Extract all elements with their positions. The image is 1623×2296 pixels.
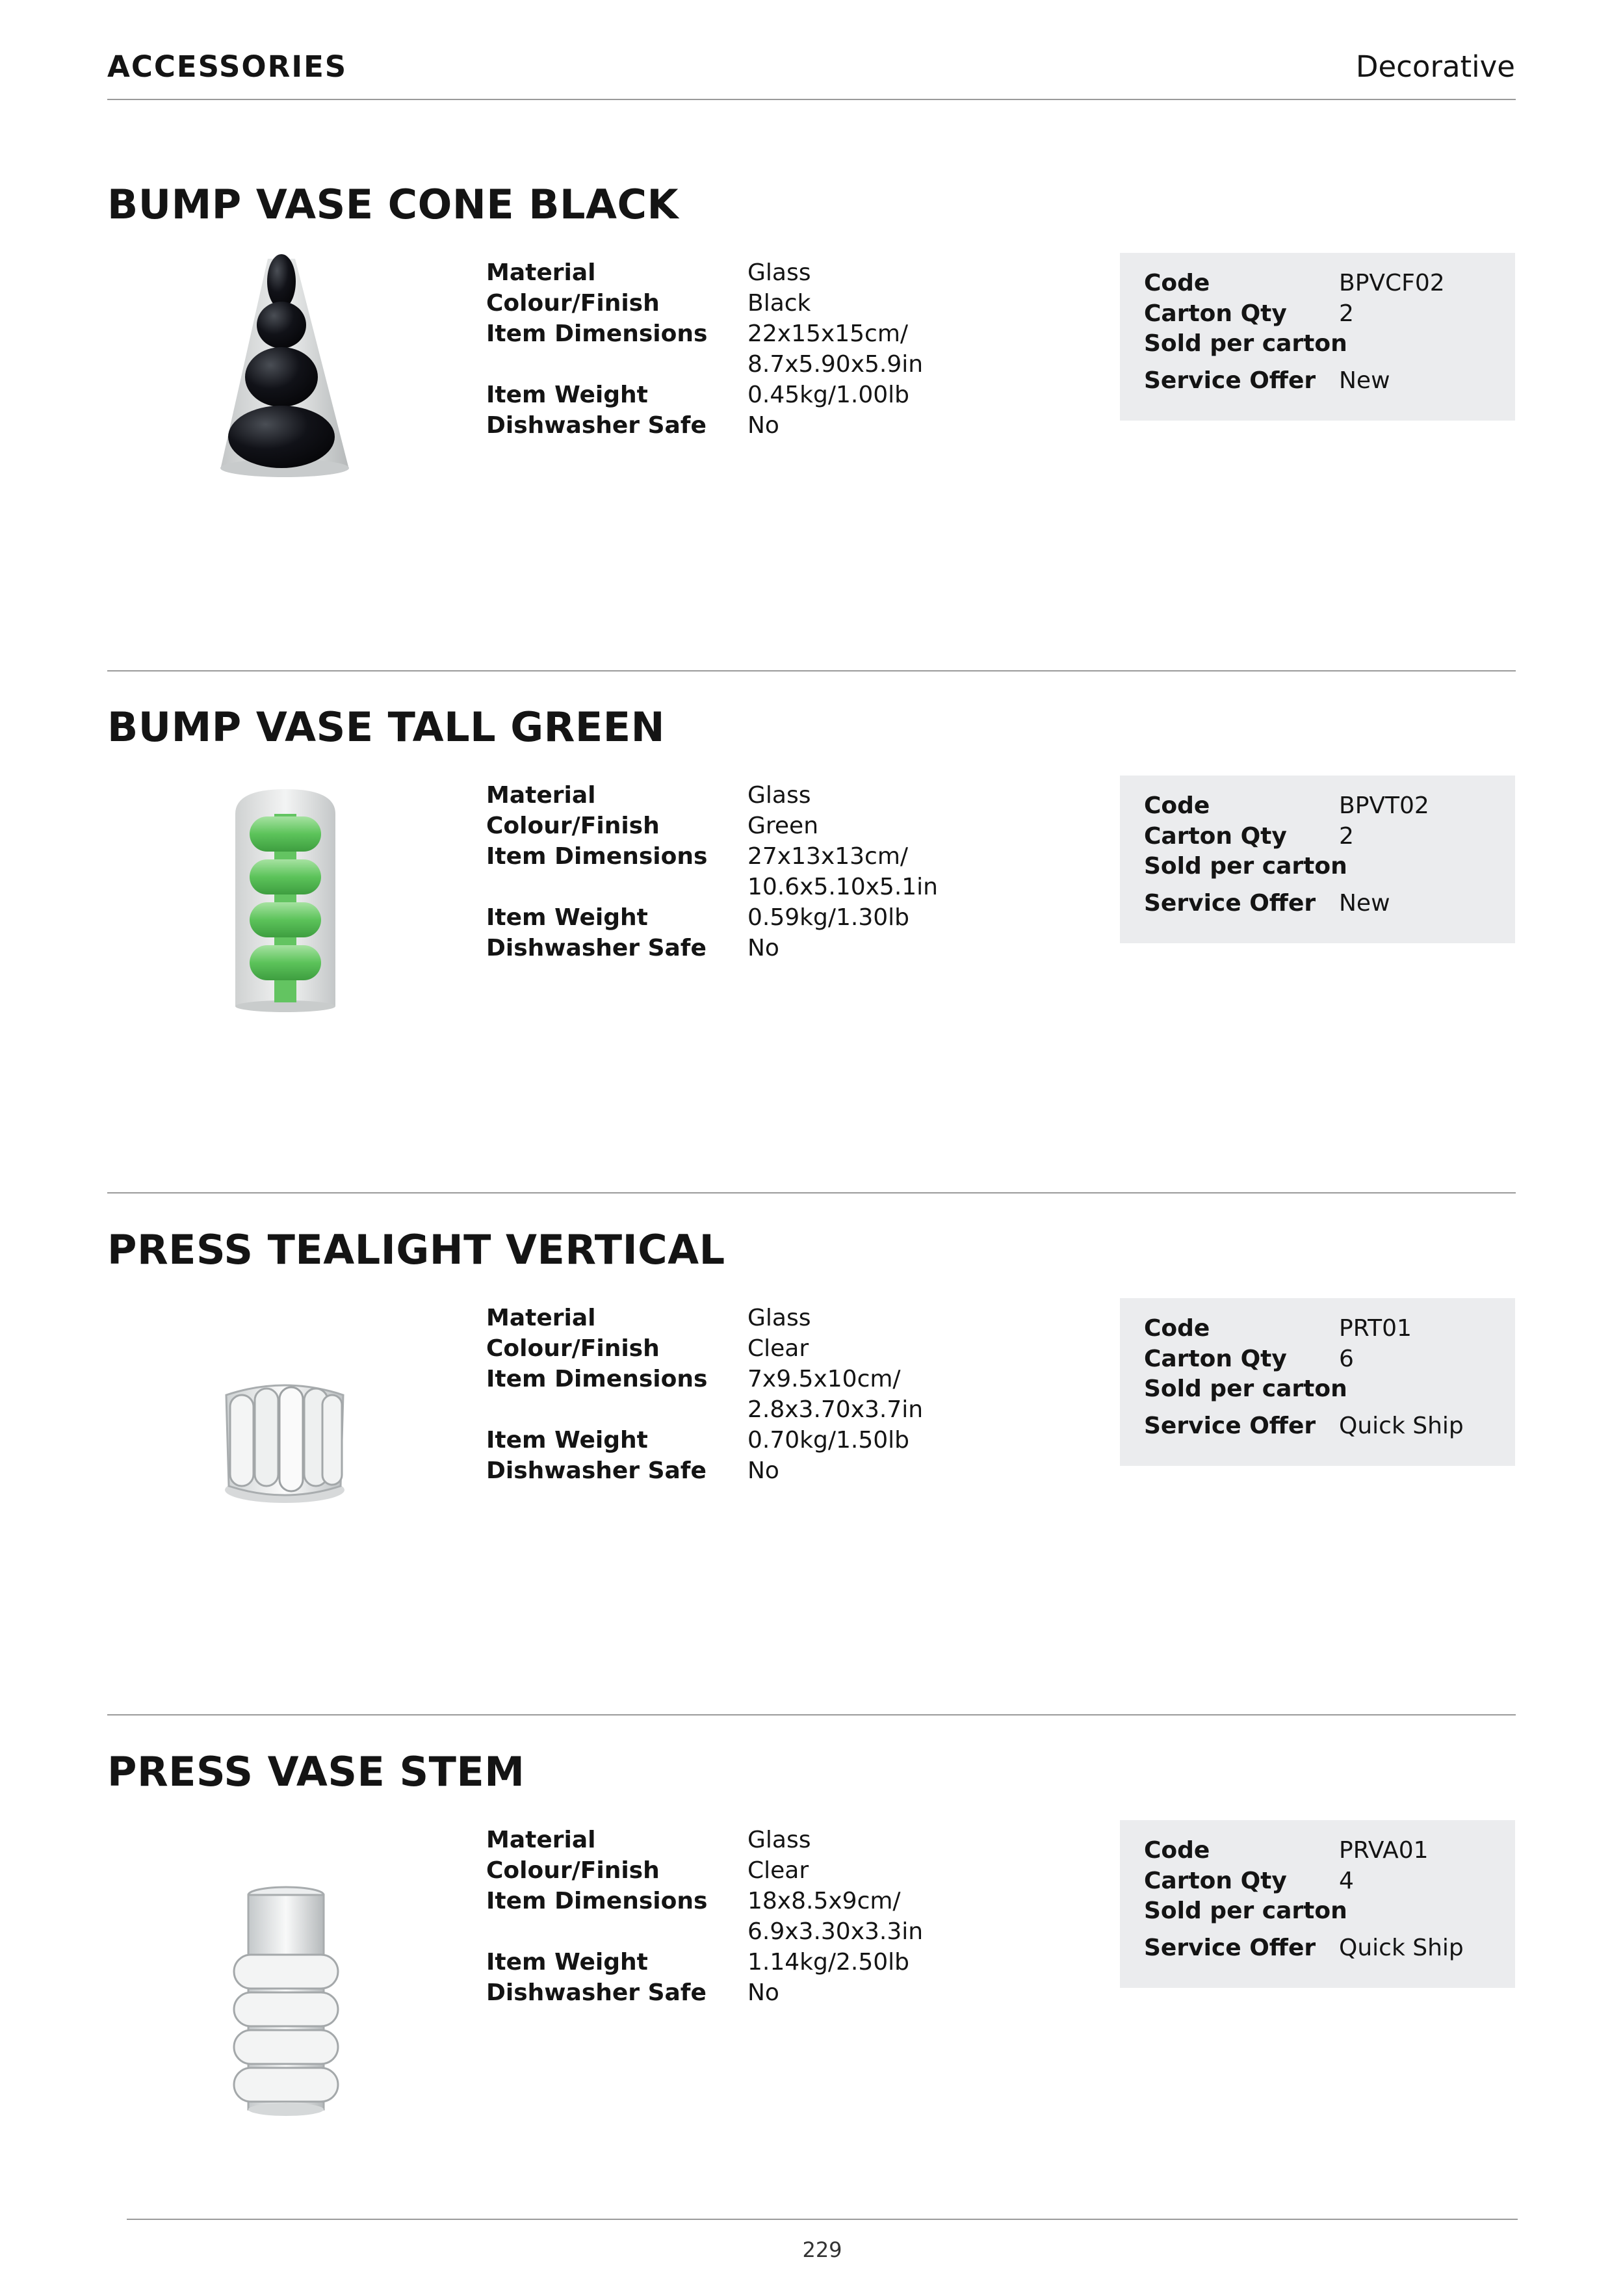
spec-list bbox=[486, 257, 923, 441]
weight-value: 0.59kg/1.30lb bbox=[747, 904, 909, 931]
material-value: Glass bbox=[747, 1827, 811, 1853]
dimensions-label: Item Dimensions bbox=[486, 1366, 708, 1392]
material-label: Material bbox=[486, 782, 596, 809]
service-offer-label: Service Offer bbox=[1144, 890, 1316, 917]
carton-qty-value: 4 bbox=[1339, 1868, 1354, 1894]
section-title: ACCESSORIES bbox=[107, 49, 348, 84]
service-offer-value: Quick Ship bbox=[1339, 1935, 1464, 1961]
sold-per-carton-label: Sold per carton bbox=[1144, 1898, 1347, 1924]
material-value: Glass bbox=[747, 259, 811, 286]
service-offer-value: New bbox=[1339, 890, 1390, 917]
dishwasher-value: No bbox=[747, 1457, 779, 1484]
material-value: Glass bbox=[747, 1305, 811, 1331]
weight-value: 0.45kg/1.00lb bbox=[747, 382, 909, 408]
dimensions-in-value: 8.7x5.90x5.9in bbox=[747, 351, 924, 378]
sold-per-carton-label: Sold per carton bbox=[1144, 853, 1347, 880]
dimensions-in-value: 10.6x5.10x5.1in bbox=[747, 874, 938, 900]
dimensions-in-value: 2.8x3.70x3.7in bbox=[747, 1396, 924, 1423]
footer-divider bbox=[127, 2219, 1518, 2220]
spec-list bbox=[486, 1825, 923, 2008]
service-offer-value: New bbox=[1339, 367, 1390, 394]
colour-label: Colour/Finish bbox=[486, 290, 660, 317]
code-label: Code bbox=[1144, 792, 1210, 819]
weight-label: Item Weight bbox=[486, 904, 648, 931]
code-label: Code bbox=[1144, 1315, 1210, 1342]
code-value: BPVCF02 bbox=[1339, 270, 1445, 296]
dishwasher-label: Dishwasher Safe bbox=[486, 1457, 707, 1484]
weight-value: 1.14kg/2.50lb bbox=[747, 1949, 909, 1976]
material-value: Glass bbox=[747, 782, 811, 809]
product-title: PRESS VASE STEM bbox=[107, 1748, 525, 1795]
dimensions-cm-value: 27x13x13cm/ bbox=[747, 843, 909, 870]
service-offer-label: Service Offer bbox=[1144, 1413, 1316, 1439]
section-divider bbox=[107, 1192, 1516, 1194]
dishwasher-label: Dishwasher Safe bbox=[486, 1979, 707, 2006]
section-divider bbox=[107, 670, 1516, 672]
product-block bbox=[0, 1226, 1623, 1746]
green-bump-vase-image bbox=[195, 775, 377, 1022]
dishwasher-value: No bbox=[747, 412, 779, 439]
colour-value: Green bbox=[747, 813, 819, 839]
black-bump-vase-image bbox=[195, 252, 377, 499]
sold-per-carton-label: Sold per carton bbox=[1144, 1376, 1347, 1402]
service-offer-label: Service Offer bbox=[1144, 367, 1316, 394]
colour-label: Colour/Finish bbox=[486, 1857, 660, 1884]
spec-list bbox=[486, 1303, 923, 1486]
sold-per-carton-label: Sold per carton bbox=[1144, 330, 1347, 357]
dishwasher-value: No bbox=[747, 1979, 779, 2006]
product-title: BUMP VASE TALL GREEN bbox=[107, 703, 665, 751]
dishwasher-value: No bbox=[747, 935, 779, 961]
product-block bbox=[0, 1748, 1623, 2268]
category-title: Decorative bbox=[1355, 49, 1515, 84]
carton-qty-label: Carton Qty bbox=[1144, 823, 1287, 850]
spec-list bbox=[486, 780, 938, 963]
carton-qty-value: 2 bbox=[1339, 823, 1354, 850]
carton-qty-value: 6 bbox=[1339, 1346, 1354, 1372]
weight-label: Item Weight bbox=[486, 382, 648, 408]
material-label: Material bbox=[486, 1305, 596, 1331]
colour-label: Colour/Finish bbox=[486, 1335, 660, 1362]
code-label: Code bbox=[1144, 1837, 1210, 1864]
product-info-box bbox=[1120, 1820, 1515, 1988]
code-value: PRT01 bbox=[1339, 1315, 1412, 1342]
colour-label: Colour/Finish bbox=[486, 813, 660, 839]
colour-value: Clear bbox=[747, 1335, 809, 1362]
product-info-box bbox=[1120, 253, 1515, 421]
carton-qty-label: Carton Qty bbox=[1144, 300, 1287, 327]
dimensions-cm-value: 22x15x15cm/ bbox=[747, 320, 909, 347]
dimensions-in-value: 6.9x3.30x3.3in bbox=[747, 1918, 924, 1945]
dishwasher-label: Dishwasher Safe bbox=[486, 935, 707, 961]
carton-qty-label: Carton Qty bbox=[1144, 1868, 1287, 1894]
product-info-box bbox=[1120, 1298, 1515, 1466]
stem-vase-image bbox=[195, 1878, 377, 2158]
code-value: BPVT02 bbox=[1339, 792, 1429, 819]
weight-value: 0.70kg/1.50lb bbox=[747, 1427, 909, 1454]
material-label: Material bbox=[486, 1827, 596, 1853]
product-title: BUMP VASE CONE BLACK bbox=[107, 181, 679, 228]
header-divider bbox=[107, 99, 1516, 100]
dimensions-cm-value: 18x8.5x9cm/ bbox=[747, 1888, 901, 1914]
material-label: Material bbox=[486, 259, 596, 286]
code-value: PRVA01 bbox=[1339, 1837, 1429, 1864]
dimensions-cm-value: 7x9.5x10cm/ bbox=[747, 1366, 901, 1392]
product-block bbox=[0, 181, 1623, 701]
dimensions-label: Item Dimensions bbox=[486, 320, 708, 347]
colour-value: Black bbox=[747, 290, 811, 317]
service-offer-label: Service Offer bbox=[1144, 1935, 1316, 1961]
tealight-holder-image bbox=[195, 1298, 377, 1545]
section-divider bbox=[107, 1714, 1516, 1715]
product-title: PRESS TEALIGHT VERTICAL bbox=[107, 1226, 725, 1273]
carton-qty-label: Carton Qty bbox=[1144, 1346, 1287, 1372]
dimensions-label: Item Dimensions bbox=[486, 1888, 708, 1914]
colour-value: Clear bbox=[747, 1857, 809, 1884]
product-block bbox=[0, 703, 1623, 1223]
carton-qty-value: 2 bbox=[1339, 300, 1354, 327]
weight-label: Item Weight bbox=[486, 1949, 648, 1976]
service-offer-value: Quick Ship bbox=[1339, 1413, 1464, 1439]
product-info-box bbox=[1120, 776, 1515, 943]
page-number: 229 bbox=[802, 2237, 842, 2262]
code-label: Code bbox=[1144, 270, 1210, 296]
dimensions-label: Item Dimensions bbox=[486, 843, 708, 870]
weight-label: Item Weight bbox=[486, 1427, 648, 1454]
dishwasher-label: Dishwasher Safe bbox=[486, 412, 707, 439]
